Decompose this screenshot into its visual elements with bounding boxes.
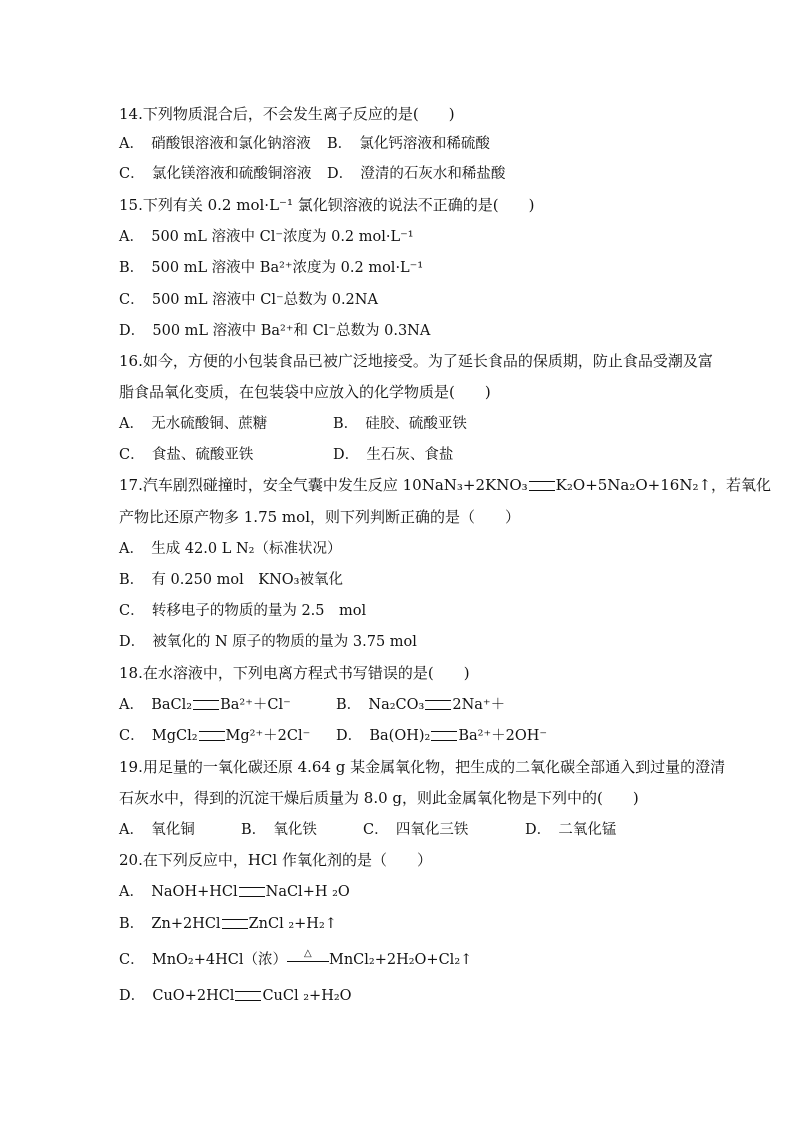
- question-18-stem: 18.在水溶液中，下列电离方程式书写错误的是( ): [119, 664, 470, 682]
- question-18-option-a: [119, 695, 291, 715]
- question-15-option-d: D． 500 mL 溶液中 Ba²⁺和 Cl⁻总数为 0.3NA: [119, 323, 431, 339]
- option-d-left: D． Ba(OH)₂: [336, 728, 431, 744]
- question-16-option-d: D． 生石灰、食盐: [333, 447, 454, 463]
- equals-sign: [193, 700, 219, 710]
- option-a-left: A． NaOH+HCl: [119, 884, 238, 900]
- question-19-option-b: B． 氧化铁: [241, 822, 317, 838]
- option-d-right: Ba²⁺＋2OH⁻: [458, 728, 548, 744]
- question-18-option-b: [336, 695, 505, 715]
- question-14-option-b: B． 氯化钙溶液和稀硫酸: [327, 136, 490, 152]
- option-c-left: C． MnO₂+4HCl（浓）: [119, 952, 287, 968]
- heating-condition-arrow: [287, 950, 329, 970]
- question-17-stem-line2: 产物比还原产物多 1.75 mol，则下列判断正确的是（ ）: [119, 508, 520, 526]
- equals-sign: [199, 731, 225, 741]
- question-17-option-c: C． 转移电子的物质的量为 2.5 mol: [119, 603, 367, 619]
- option-b-left: B． Zn+2HCl: [119, 916, 221, 932]
- option-a-right: Ba²⁺＋Cl⁻: [220, 697, 291, 713]
- option-b-left: B． Na₂CO₃: [336, 697, 425, 713]
- option-c-right: MnCl₂+2H₂O+Cl₂↑: [328, 952, 473, 968]
- question-15-option-b: B． 500 mL 溶液中 Ba²⁺浓度为 0.2 mol·L⁻¹: [119, 260, 424, 276]
- question-14-option-d: D． 澄清的石灰水和稀盐酸: [327, 166, 506, 182]
- question-14-stem: 14.下列物质混合后，不会发生离子反应的是( ): [119, 105, 455, 123]
- option-c-right: Mg²⁺＋2Cl⁻: [225, 728, 311, 744]
- question-20-option-a: [119, 882, 350, 902]
- question-18-option-d: [336, 726, 547, 746]
- question-20-option-c: [119, 950, 472, 970]
- equals-sign: [431, 731, 457, 741]
- question-19-stem-line2: 石灰水中，得到的沉淀干燥后质量为 8.0 g，则此金属氧化物是下列中的( ): [119, 789, 639, 807]
- option-a-left: A． BaCl₂: [119, 697, 193, 713]
- question-19-stem-line1: 19.用足量的一氧化碳还原 4.64 g 某金属氧化物，把生成的二氧化碳全部通入到过量的澄清: [119, 758, 726, 776]
- question-19-option-a: A． 氧化铜: [119, 822, 195, 838]
- question-15-stem: 15.下列有关 0.2 mol·L⁻¹ 氯化钡溶液的说法不正确的是( ): [119, 196, 535, 214]
- question-16-stem-line1: 16.如今，方便的小包装食品已被广泛地接受。为了延长食品的保质期，防止食品受潮及富: [119, 352, 713, 370]
- question-17-option-a: A． 生成 42.0 L N₂（标准状况）: [119, 541, 342, 557]
- option-b-right: ZnCl ₂+H₂↑: [248, 916, 337, 932]
- question-14-option-c: C． 氯化镁溶液和硫酸铜溶液: [119, 166, 312, 182]
- question-16-stem-line2: 脂食品氧化变质，在包装袋中应放入的化学物质是( ): [119, 383, 491, 401]
- question-17-equation-left: 17.汽车剧烈碰撞时，安全气囊中发生反应 10NaN₃+2KNO₃: [119, 476, 528, 494]
- heat-symbol: △: [303, 948, 312, 959]
- question-20-stem: 20.在下列反应中，HCl 作氧化剂的是（ ）: [119, 851, 432, 869]
- question-20-option-d: [119, 986, 352, 1006]
- equals-sign: [239, 887, 265, 897]
- question-15-option-c: C． 500 mL 溶液中 Cl⁻总数为 0.2NA: [119, 292, 378, 308]
- question-16-option-b: B． 硅胶、硫酸亚铁: [333, 416, 467, 432]
- equals-sign: [222, 919, 248, 929]
- equals-sign: [235, 991, 261, 1001]
- option-b-right: 2Na⁺＋: [452, 697, 506, 713]
- option-a-right: NaCl+H ₂O: [265, 884, 350, 900]
- equals-sign: [529, 481, 555, 491]
- question-16-option-a: A． 无水硫酸铜、蔗糖: [119, 416, 268, 432]
- equals-sign: [425, 700, 451, 710]
- question-19-option-c: C． 四氧化三铁: [363, 822, 469, 838]
- option-c-left: C． MgCl₂: [119, 728, 198, 744]
- question-20-option-b: [119, 914, 337, 934]
- question-16-option-c: C． 食盐、硫酸亚铁: [119, 447, 254, 463]
- question-17-option-b: B． 有 0.250 mol KNO₃被氧化: [119, 572, 343, 588]
- question-14-option-a: A． 硝酸银溶液和氯化钠溶液: [119, 136, 311, 152]
- question-17-option-d: D． 被氧化的 N 原子的物质的量为 3.75 mol: [119, 634, 417, 650]
- question-19-option-d: D． 二氧化锰: [525, 822, 617, 838]
- option-d-right: CuCl ₂+H₂O: [262, 988, 352, 1004]
- question-15-option-a: A． 500 mL 溶液中 Cl⁻浓度为 0.2 mol·L⁻¹: [119, 229, 414, 245]
- option-d-left: D． CuO+2HCl: [119, 988, 235, 1004]
- question-18-option-c: [119, 726, 310, 746]
- question-17-stem-line1: [119, 475, 771, 495]
- question-17-equation-right: K₂O+5Na₂O+16N₂↑，若氧化: [555, 476, 772, 494]
